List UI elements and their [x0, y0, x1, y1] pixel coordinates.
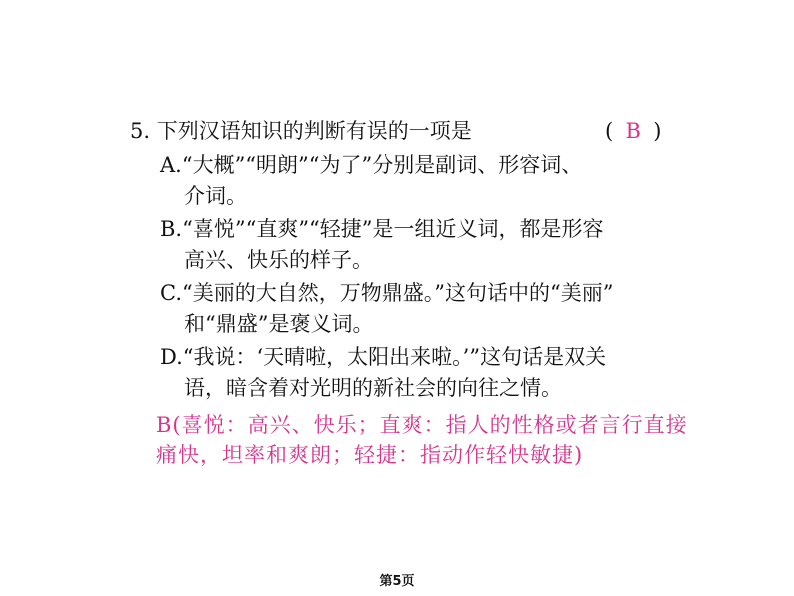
option-a-line-2: 介词。 [184, 184, 247, 208]
option-d-line-1: D.“我说：‘天晴啦，太阳出来啦。’”这句话是双关 [160, 345, 607, 369]
paren-open: ( [605, 119, 614, 143]
paren-close: ) [653, 119, 662, 143]
question-stem: 下列汉语知识的判断有误的一项是 [156, 119, 472, 143]
option-b-line-2: 高兴、快乐的样子。 [184, 248, 373, 272]
answer-bracket [605, 118, 661, 144]
option-a-line-1: A.“大概”“明朗”“为了”分别是副词、形容词、 [160, 153, 583, 177]
option-c-line-1: C.“美丽的大自然，万物鼎盛。”这句话中的“美丽” [160, 281, 614, 305]
answer-explanation: B(喜悦：高兴、快乐；直爽：指人的性格或者言行直接痛快，坦率和爽朗；轻捷：指动作轻快敏捷) [156, 413, 688, 467]
option-d-line-2: 语，暗含着对光明的新社会的向往之情。 [184, 376, 562, 400]
question-header [130, 118, 690, 144]
option-c-line-2: 和“鼎盛”是褒义词。 [184, 312, 374, 336]
answer-choice: B [625, 119, 641, 143]
question-number: 5. [130, 119, 151, 143]
option-b-line-1: B.“喜悦”“直爽”“轻捷”是一组近义词，都是形容 [160, 217, 604, 241]
page-number: 第5页 [379, 574, 415, 589]
